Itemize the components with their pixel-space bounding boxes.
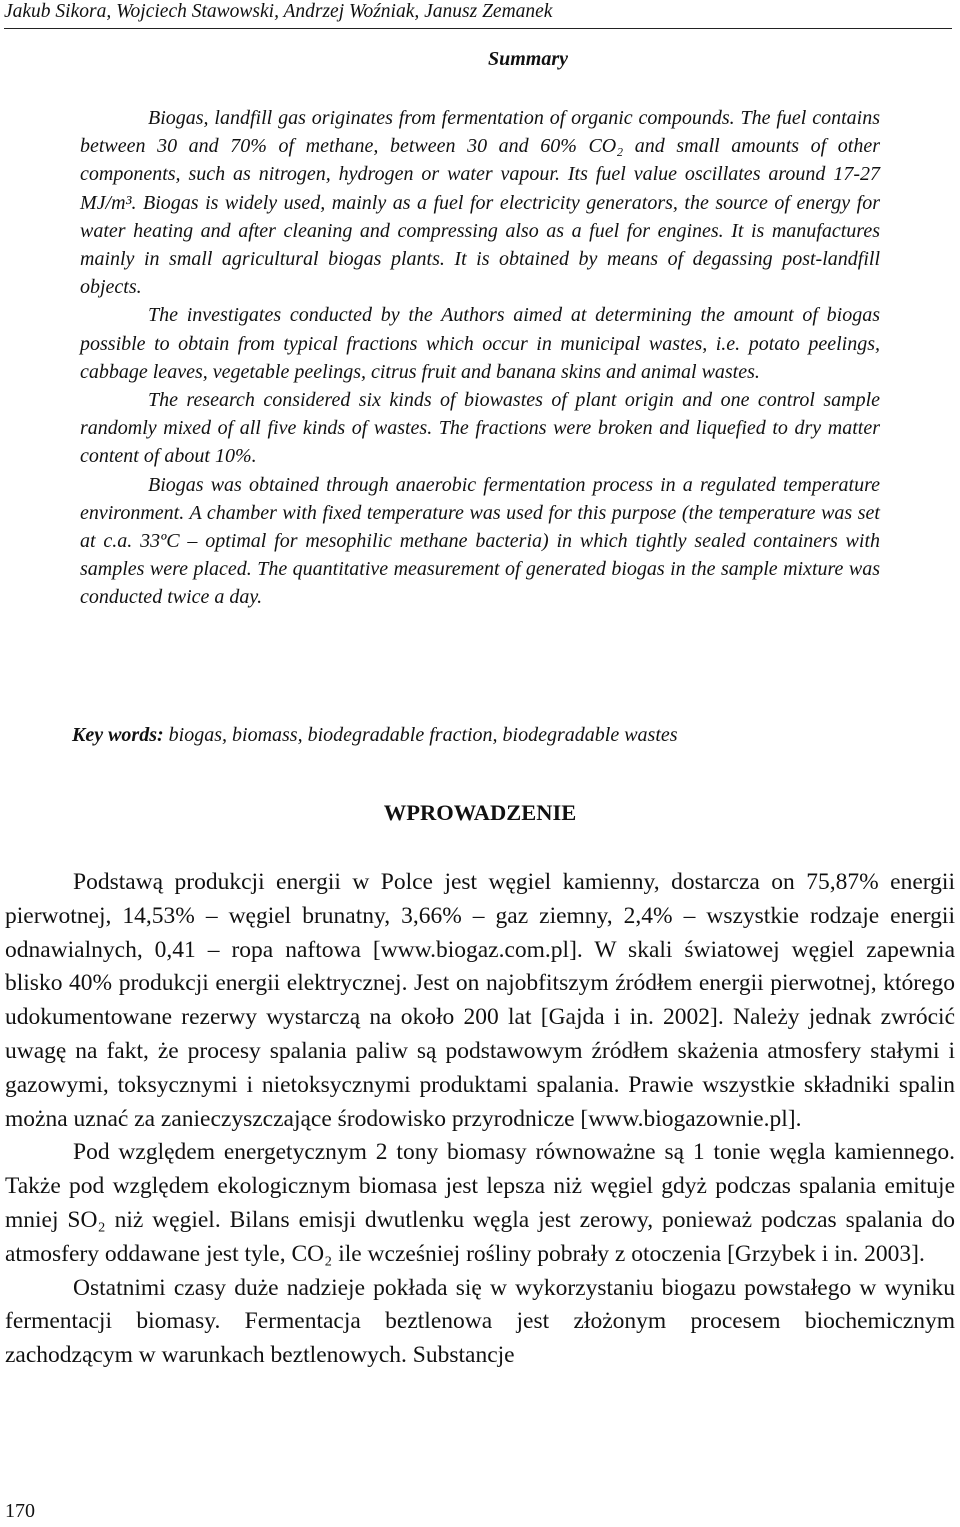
summary-paragraph: Biogas was obtained through anaerobic fermentation process in a regulated temperature environment. A chamber with fixed temperature was used for this purpose (the temperature was set at c.a. 33ºC – optimal for mesophilic methane bacteria) in which tightly sealed containers with samples were placed. The quantitative measurement of generated biogas in the sample mixture was conducted twice a day. bbox=[80, 473, 880, 609]
summary-section bbox=[80, 104, 880, 612]
keywords bbox=[72, 724, 932, 747]
summary-paragraph: The research considered six kinds of biowastes of plant origin and one control sample randomly mixed of all five kinds of wastes. The fractions were broken and liquefied to dry matter content of about 10%. bbox=[80, 389, 880, 468]
body-section bbox=[5, 866, 955, 1373]
page-number: 170 bbox=[5, 1500, 35, 1522]
body-paragraph: Pod względem energetycznym 2 tony biomasy równoważne są 1 tonie węgla kamiennego. Także pod względem ekologicznym biomasa jest lepsza niż węgiel gdyż podczas spalania emituje mniej SO₂ niż węgiel. Bilans emisji dwutlenku węgla jest zerowy, ponieważ podczas spalania do atmosfery oddawane jest tyle, CO₂ ile wcześniej rośliny pobrały z otoczenia [Grzybek i in. 2003]. bbox=[5, 1139, 955, 1267]
header-authors: Jakub Sikora, Wojciech Stawowski, Andrzej Woźniak, Janusz Zemanek bbox=[4, 1, 553, 22]
keywords-text: biogas, biomass, biodegradable fraction, biodegradable wastes bbox=[168, 724, 678, 746]
section-title: WPROWADZENIE bbox=[383, 800, 577, 825]
summary-paragraph: Biogas, landfill gas originates from fermentation of organic compounds. The fuel contains between 30 and 70% of methane, between 30 and 60% CO₂ and small amounts of other components, such as nitrogen, hydrogen or water vapour. Its fuel value oscillates around 17-27 MJ/m³. Biogas is widely used, mainly as a fuel for electricity generators, the source of energy for water heating and after cleaning and compressing also as a fuel for engines. It is manufactures mainly in small agricultural biogas plants. It is obtained by means of degassing post-landfill objects. bbox=[80, 107, 880, 299]
body-paragraph: Ostatnimi czasy duże nadzieje pokłada się w wykorzystaniu biogazu powstałego w wyniku fermentacji biomasy. Fermentacja beztlenowa jest złożonym procesem biochemicznym zachodzącym w warunkach beztlenowych. Substancje bbox=[5, 1274, 955, 1369]
summary-paragraph: The investigates conducted by the Authors aimed at determining the amount of biogas possible to obtain from typical fractions which occur in municipal wastes, i.e. potato peelings, cabbage leaves, vegetable peelings, citrus fruit and banana skins and animal wastes. bbox=[80, 304, 880, 383]
keywords-label: Key words: bbox=[72, 724, 164, 746]
body-paragraph: Podstawą produkcji energii w Polce jest węgiel kamienny, dostarcza on 75,87% energii pierwotnej, 14,53% – węgiel brunatny, 3,66% – gaz ziemny, 2,4% – wszystkie rodzaje energii odnawialnych, 0,41 – ropa naftowa [www.biogaz.com.pl]. W skali światowej węgiel zapewnia blisko 40% produkcji energii elektrycznej. Jest on najobfitszym źródłem energii pierwotnej, którego udokumentowane rezerwy wystarczą na około 200 lat [Gajda i in. 2002]. Należy jednak zwrócić uwagę na fakt, że procesy spalania paliw są podstawowym źródłem skażenia atmosfery stałymi i gazowymi, toksycznymi i nietoksycznymi produktami spalania. Prawie wszystkie składniki spalin można uznać za zanieczyszczające środowisko przyrodnicze [www.biogazownie.pl]. bbox=[5, 869, 955, 1132]
running-header bbox=[4, 0, 952, 29]
summary-title: Summary bbox=[487, 48, 569, 70]
